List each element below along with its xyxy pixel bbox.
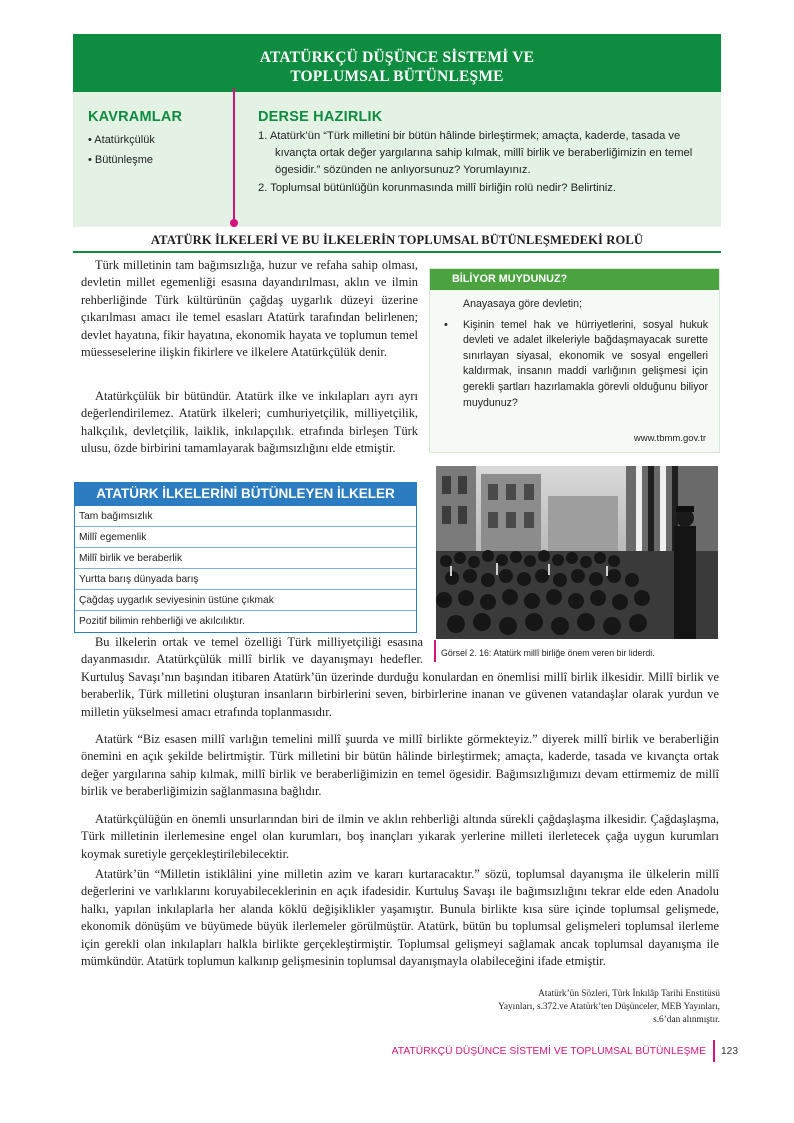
unit-title xyxy=(73,48,721,86)
biliyor-intro: Anayasaya göre devletin; xyxy=(463,298,582,310)
crowd-photo-image xyxy=(436,466,718,639)
biliyor-muydunuz-box xyxy=(429,268,720,453)
section-title: ATATÜRK İLKELERİ VE BU İLKELERİN TOPLUMSAL BÜTÜNLEŞMEDEKİ ROLÜ xyxy=(150,233,644,247)
table-row: Tam bağımsızlık xyxy=(75,506,416,527)
historical-photo xyxy=(436,466,718,639)
source-note xyxy=(430,988,720,1027)
kavramlar-list xyxy=(88,130,155,170)
source-line-2: Yayınları, s.372.ve Atatürk’ten Düşünceler, MEB Yayınları, xyxy=(498,1002,720,1012)
ilkeler-table-title: ATATÜRK İLKELERİNİ BÜTÜNLEYEN İLKELER xyxy=(74,482,417,506)
section-underline xyxy=(73,251,721,253)
divider-line xyxy=(233,88,235,222)
photo-caption: Görsel 2. 16: Atatürk millî birliğe önem veren bir liderdi. xyxy=(441,648,655,658)
question-1: 1. Atatürk’ün “Türk milletini bir bütün hâlinde birleştirmek; amaçta, kaderde, tasada ve kıvançta ortak değer yargılarına sahip kılmak, millî birlik ve beraberliğimizin en temel ögesidir.” sözünden ne anlıyorsunuz? Yorumlayınız. xyxy=(258,130,693,176)
ilkeler-table-body xyxy=(74,506,417,633)
biliyor-muydunuz-title: BİLİYOR MUYDUNUZ? xyxy=(430,269,719,290)
footer-divider xyxy=(713,1040,715,1062)
page-number: 123 xyxy=(721,1046,738,1057)
biliyor-muydunuz-text xyxy=(463,297,708,411)
table-row: Çağdaş uygarlık seviyesinin üstüne çıkmak xyxy=(75,590,416,611)
footer-title: ATATÜRKÇÜ DÜŞÜNCE SİSTEMİ VE TOPLUMSAL BÜTÜNLEŞME xyxy=(391,1046,706,1057)
paragraph-4: Atatürk “Biz esasen millî varlığın temelini millî şuurda ve millî birlikte görmekteyiz.” diyerek millî birlik ve beraberliğin önemini en açık şekilde belirtmiştir. Türk milletini bir bütün hâlinde birleştirmek; amaçta, kaderde, tasada ve kıvançta ortak değer yargılarına sahip kılmak, millî birlik ve beraberliğimizin en temel ögesidir. Bağımsızlığımızı devam ettirmemiz de millî birlik ve beraberliğimizin sağlanmasına bağlıdır. xyxy=(81,732,719,799)
table-row: Millî egemenlik xyxy=(75,527,416,548)
paragraph-3-text: Bu ilkelerin ortak ve temel özelliği Türk milliyetçiliği esasına dayanmasıdır. Atatürkçülük millî birlik ve dayanışmayı hedefler. Kurtuluş Savaşı’nın başından itibaren Atatürk’ün üzerinde durduğu konulardan en önemlisi millî birlik ilkesidir. Millî birlik ve beraberlik, Türk milletini oluşturan insanların birbirlerini seven, birbirlerine inanan ve güvenen vatandaşlar olarak yurdun ve milletin yükselmesi amacı etrafında toplanmasıdır. xyxy=(81,635,719,719)
paragraph-1: Türk milletinin tam bağımsızlığa, huzur ve refaha sahip olması, devletin millet egemenliği esasına dayandırılması, aklın ve ilmin rehberliğinde Türk kültürünün çağdaş uygarlık düzeyi üzerine çıkarılması amacı ile temel esasları Atatürk tarafından belirlenen; devlet hayatına, fikir hayatına, ekonomik hayata ve toplumun temel müesseselerine ilişkin fikirlere ve ilkelere Atatürkçülük denir. xyxy=(81,258,418,360)
biliyor-source: www.tbmm.gov.tr xyxy=(633,433,706,444)
paragraph-5: Atatürkçülüğün en önemli unsurlarından biri de ilmin ve aklın rehberliği altında sürekli çağdaşlaşma ilkesidir. Çağdaşlaşma, Türk milletinin ilerlemesine engel olan kurumları, boş inançları yıkarak yerlerine milleti ilerletecek çağa uygun kurumları koymak suretiyle gerçekleştirilebilecektir. xyxy=(81,812,719,861)
kavram-item: • Atatürkçülük xyxy=(88,134,155,146)
kavramlar-title: KAVRAMLAR xyxy=(88,109,183,125)
unit-title-line2: TOPLUMSAL BÜTÜNLEŞME xyxy=(290,68,504,85)
table-row: Millî birlik ve beraberlik xyxy=(75,548,416,569)
paragraph-2: Atatürkçülük bir bütündür. Atatürk ilke ve inkılapları ayrı ayrı değerlendirilemez. Atatürk ilkeleri; cumhuriyetçilik, milliyetçilik, halkçılık, devletçilik, laiklik, inkılapçılık. etrafında birleşen Türk ulusu, özde birbirini tamamlayarak bağımsızlığını elde etmiştir. xyxy=(81,389,418,456)
kavram-item: • Bütünleşme xyxy=(88,154,153,166)
wrap-spacer xyxy=(423,634,719,668)
source-line-3: s.6’dan alınmıştır. xyxy=(653,1015,720,1025)
paragraph-3-start xyxy=(81,634,719,721)
unit-title-line1: ATATÜRKÇÜ DÜŞÜNCE SİSTEMİ VE xyxy=(259,49,535,66)
biliyor-fact: Kişinin temel hak ve hürriyetlerini, sosyal hukuk devleti ve adalet ilkeleriyle bağdaşmayacak surette sınırlayan siyasal, ekonomik ve sosyal engelleri kaldırmak, insanın maddi varlığının gelişmesi için gerekli şartları hazırlamakla görevli olduğunu biliyor muydunuz? xyxy=(463,318,708,409)
bullet-icon: • xyxy=(444,319,448,331)
divider-dot xyxy=(230,219,238,227)
table-row: Yurtta barış dünyada barış xyxy=(75,569,416,590)
source-line-1: Atatürk’ün Sözleri, Türk İnkılâp Tarihi Enstitüsü xyxy=(538,989,720,999)
paragraph-6: Atatürk’ün “Milletin istiklâlini yine milletin azim ve kararı kurtaracaktır.” sözü, toplumsal dayanışma ile ülkelerin millî değerlerini ve varlıklarını koruyabileceklerinin en açık ifadesidir. Kurtuluş Savaşı ile bağımsızlığını tekrar elde eden Anadolu halkı, yapılan inkılaplarla her alanda köklü değişiklikler yaşamıştır. Bunula birlikte kısa süre içinde toplumsal gelişmede, ekonomik dönüşüm ve büyümede büyük ilerlemeler görülmüştür. Atatürk, bütün bu toplumsal gelişmeleri toplumsal ilerleme için gerekli olan inkılapları halkla birlikte gerçekleştirmiştir. Toplumsal gelişmeyi sağlamak ancak toplumsal dayanışma ile mümkündür. Atatürk toplumun kalkınıp gelişmesinin toplumsal dayanışmayla olabileceğini ifade etmiştir. xyxy=(81,867,719,969)
table-row: Pozitif bilimin rehberliği ve akılcılıktır. xyxy=(79,616,245,627)
question-2: 2. Toplumsal bütünlüğün korunmasında millî birliğin rolü nedir? Belirtiniz. xyxy=(258,182,616,194)
derse-hazirlik-title: DERSE HAZIRLIK xyxy=(258,109,383,125)
ilkeler-table xyxy=(74,482,417,633)
